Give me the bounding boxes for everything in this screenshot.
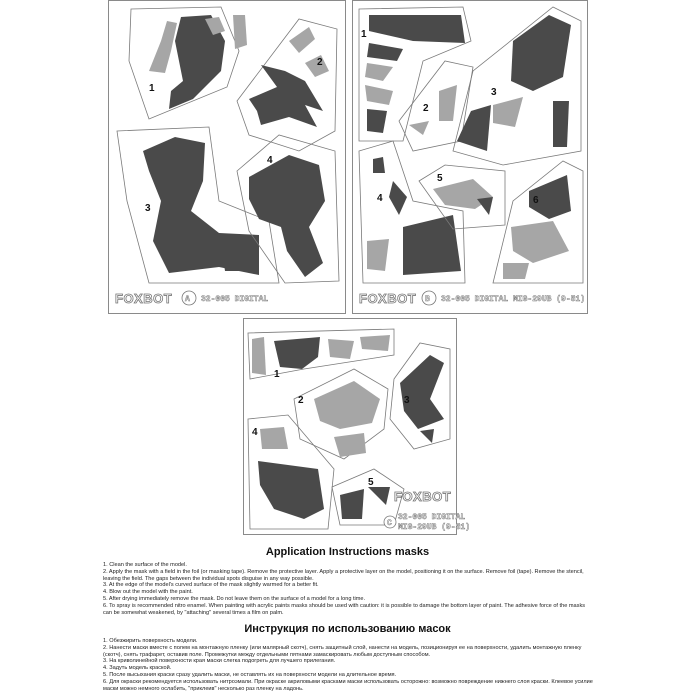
piece-number: 2 (317, 57, 323, 68)
instruction-step: 5. После высыхания краски сразу удалить маски, не оставлять их на поверхности модели на длительное время. (103, 671, 397, 678)
piece-number: 2 (298, 395, 304, 406)
instruction-step: 6. Для окраски рекомендуется использовать нитроэмали. При окраске акриловыми красками маски использовать осторожно: возможно повреждение нижнего слоя краски. Клеевое усилие маски можно немного ослабить, "приклеив" несколько раз пленку на ладонь. (103, 678, 593, 692)
piece-number: 1 (361, 29, 367, 40)
instructions-text-en (103, 562, 593, 616)
product-code: 32-005 DIGITAL (398, 513, 466, 522)
instruction-step: 4. Задуть модель краской. (103, 665, 172, 672)
mask-sheet-a-drawing (109, 1, 345, 313)
brand-logo: FOXBOT (115, 291, 173, 306)
product-code: 32-005 DIGITAL (201, 295, 269, 304)
instruction-step: 3. At the edge of the model's curved surface of the mask slightly warmed for a better fit. (103, 582, 319, 589)
piece-number: 1 (274, 369, 280, 380)
brand-logo: FOXBOT (359, 291, 417, 306)
product-model: MIG-29UB (9-51) (398, 523, 471, 532)
mask-sheet-c-drawing (244, 319, 471, 534)
instruction-step: 3. На криволинейной поверхности края маски слегка подогреть для лучшего прилегания. (103, 658, 336, 665)
product-code: 32-005 DIGITAL MIG-29UB (9-51) (441, 295, 586, 304)
mask-sheet-b-drawing (353, 1, 587, 313)
piece-number: 5 (437, 173, 443, 184)
mask-sheet-c (243, 318, 471, 535)
piece-number: 6 (533, 195, 539, 206)
instruction-step: 6. To spray is recommended nitro enamel. When painting with acrylic paints masks should be used with caution: it is possible to damage the bottom layer of paint. The adhesive force of the masks can be somewhat weakened, by "attaching" several times a film on palm. (103, 602, 586, 616)
piece-number: 3 (145, 203, 151, 214)
piece-number: 5 (368, 477, 374, 488)
piece-number: 1 (149, 83, 155, 94)
sheet-letter: B (425, 295, 430, 304)
mask-sheet-a (108, 0, 346, 314)
mask-sheet-b (352, 0, 588, 314)
piece-number: 3 (404, 395, 410, 406)
piece-number: 3 (491, 87, 497, 98)
instructions-title-ru: Инструкция по использованию масок (244, 623, 451, 635)
piece-number: 4 (252, 427, 258, 438)
piece-number: 2 (423, 103, 429, 114)
sheet-letter: C (387, 519, 392, 528)
instruction-step: 2. Нанести маски вместе с полем на монтажную пленку (или малярный скотч), снять защитный слой, нанести на модель, позиционируя ее на поверхности, удалить монтажную пленку (скотч), снять трафарет, оставив поле. Промежутки между отдельными пятнами замаскировать любым доступным способом. (103, 644, 582, 658)
sheet-letter: A (185, 295, 190, 304)
piece-number: 4 (377, 193, 383, 204)
brand-logo: FOXBOT (394, 489, 452, 504)
instructions-text-ru (103, 638, 593, 692)
instructions-title-en: Application Instructions masks (265, 546, 430, 558)
instruction-step: 4. Blow out the model with the paint. (103, 589, 193, 596)
instruction-step: 2. Apply the mask with a field in the foil (or masking tape). Remove the protective layer. Apply a protective layer on the model, positioning it on the surface. Remove foil (tape). Remove the stencil, leaving the field. The gaps between the individual spots disguise in any way possible. (103, 568, 584, 582)
piece-number: 4 (267, 155, 273, 166)
instruction-step: 5. After drying immediately remove the mask. Do not leave them on the surface of a model for a long time. (103, 595, 366, 602)
instruction-step: 1. Clean the surface of the model. (103, 562, 187, 568)
instruction-step: 1. Обезжирить поверхность модели. (103, 638, 198, 644)
